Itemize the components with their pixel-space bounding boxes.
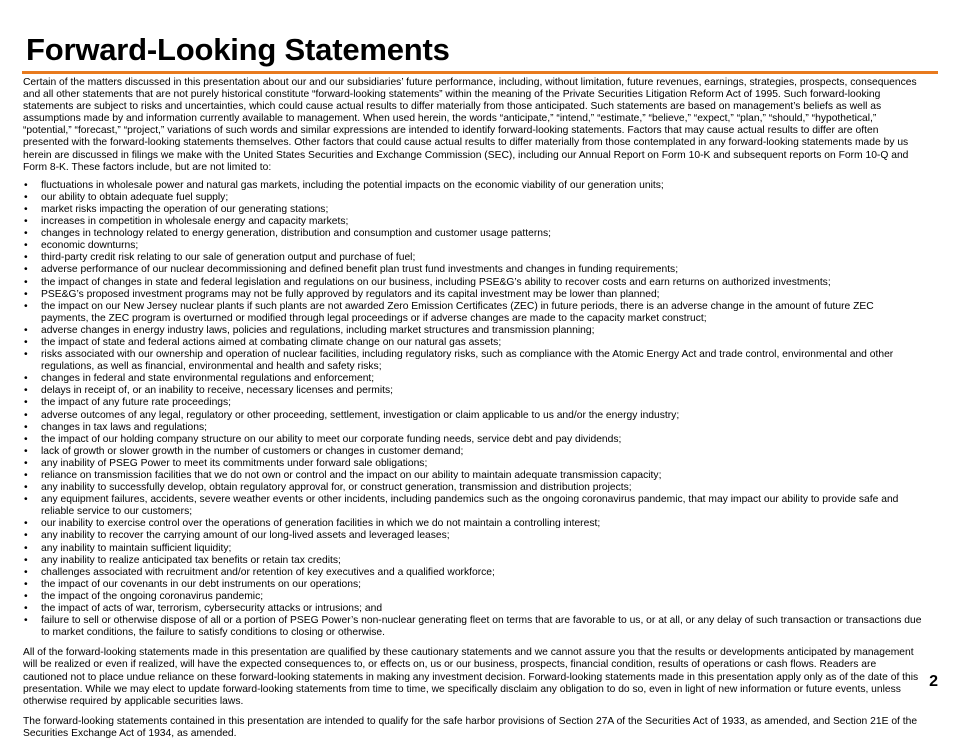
list-item: • the impact of acts of war, terrorism, cybersecurity attacks or intrusions; and (23, 603, 923, 615)
list-item: • the impact of any future rate proceedings; (23, 397, 923, 409)
closing-paragraph: All of the forward-looking statements made in this presentation are qualified by these cautionary statements and we cannot assure you that the results or developments anticipated by management will be realized or even if realized, will have the expected consequences to, or effects on, us or our business, prospects, financial condition, results of operations or cash flows. Readers are cautioned not to place undue reliance on these forward-looking statements in making any investment decision. Forward-looking statements made in this presentation apply only as of the date of this presentation. While we may elect to update forward-looking statements from time to time, we specifically disclaim any obligation to do so, even in light of new information or future events, unless otherwise required by applicable securities laws. (23, 647, 919, 707)
list-item: • the impact of the ongoing coronavirus pandemic; (23, 591, 923, 603)
list-item: • any equipment failures, accidents, severe weather events or other incidents, including pandemics such as the ongoing coronavirus pandemic, that may impact our ability to provide safe and reliable service to our customers; (23, 494, 923, 518)
list-item: • reliance on transmission facilities that we do not own or control and the impact on our ability to maintain adequate transmission capacity; (23, 470, 923, 482)
list-item: • delays in receipt of, or an inability to receive, necessary licenses and permits; (23, 385, 923, 397)
list-item: • changes in tax laws and regulations; (23, 422, 923, 434)
list-item: • economic downturns; (23, 240, 923, 252)
page-title: Forward-Looking Statements (26, 32, 450, 67)
list-item: • risks associated with our ownership and operation of nuclear facilities, including regulatory risks, such as compliance with the Atomic Energy Act and trade control, environmental and other regulations, as well as financial, environmental and health and safety risks; (23, 349, 923, 373)
list-item: • adverse outcomes of any legal, regulatory or other proceeding, settlement, investigation or claim applicable to us and/or the energy industry; (23, 410, 923, 422)
list-item: • the impact on our New Jersey nuclear plants if such plants are not awarded Zero Emission Certificates (ZEC) in future periods, there is an adverse change in the amount of future ZEC payments, the ZEC program is overturned or modified through legal proceedings or if adverse changes are made to the capacity market construct; (23, 301, 923, 325)
list-item: • our ability to obtain adequate fuel supply; (23, 192, 923, 204)
list-item: • the impact of changes in state and federal legislation and regulations on our business, including PSE&G’s ability to recover costs and earn returns on authorized investments; (23, 277, 923, 289)
list-item: • failure to sell or otherwise dispose of all or a portion of PSEG Power’s non-nuclear generating fleet on terms that are favorable to us, or at all, or any delay of such transaction or transactions due to market conditions, the failure to satisfy conditions to closing or otherwise. (23, 615, 923, 639)
list-item: • challenges associated with recruitment and/or retention of key executives and a qualified workforce; (23, 567, 923, 579)
list-item: • changes in technology related to energy generation, distribution and consumption and customer usage patterns; (23, 228, 923, 240)
list-item: • adverse performance of our nuclear decommissioning and defined benefit plan trust fund investments and changes in funding requirements; (23, 264, 923, 276)
page-number: 2 (929, 673, 938, 690)
list-item: • market risks impacting the operation of our generating stations; (23, 204, 923, 216)
title-underline (22, 71, 938, 74)
list-item: • any inability of PSEG Power to meet its commitments under forward sale obligations; (23, 458, 923, 470)
list-item: • the impact of our covenants in our debt instruments on our operations; (23, 579, 923, 591)
list-item: • any inability to realize anticipated tax benefits or retain tax credits; (23, 555, 923, 567)
list-item: • lack of growth or slower growth in the number of customers or changes in customer demand; (23, 446, 923, 458)
list-item: • our inability to exercise control over the operations of generation facilities in which we do not maintain a controlling interest; (23, 518, 923, 530)
list-item: • fluctuations in wholesale power and natural gas markets, including the potential impacts on the economic viability of our generation units; (23, 180, 923, 192)
intro-paragraph: Certain of the matters discussed in this presentation about our and our subsidiaries’ future performance, including, without limitation, future revenues, earnings, strategies, prospects, consequences and all other statements that are not purely historical constitute “forward-looking statements” within the meaning of the Private Securities Litigation Reform Act of 1995. Such forward-looking statements are subject to risks and uncertainties, which could cause actual results to differ materially from those anticipated. Such statements are based on management’s beliefs as well as assumptions made by and information currently available to management. When used herein, the words “anticipate,” “intend,” “estimate,” “believe,” “expect,” “plan,” “should,” “hypothetical,” “potential,” “forecast,” “project,” variations of such words and similar expressions are intended to identify forward-looking statements. Factors that may cause actual results to differ are often presented with the forward-looking statements themselves. Other factors that could cause actual results to differ materially from those contemplated in any forward-looking statements made by us herein are discussed in filings we make with the United States Securities and Exchange Commission (SEC), including our Annual Report on Form 10-K and subsequent reports on Form 10-Q and Form 8-K. These factors include, but are not limited to: (23, 77, 917, 173)
list-item: • changes in federal and state environmental regulations and enforcement; (23, 373, 923, 385)
safe-harbor-paragraph: The forward-looking statements contained in this presentation are intended to qualify for the safe harbor provisions of Section 27A of the Securities Act of 1933, as amended, and Section 21E of the Securities Exchange Act of 1934, as amended. (23, 715, 918, 739)
list-item: • adverse changes in energy industry laws, policies and regulations, including market structures and transmission planning; (23, 325, 923, 337)
list-item: • any inability to successfully develop, obtain regulatory approval for, or construct generation, transmission and distribution projects; (23, 482, 923, 494)
list-item: • any inability to maintain sufficient liquidity; (23, 543, 923, 555)
list-item: • third-party credit risk relating to our sale of generation output and purchase of fuel; (23, 252, 923, 264)
list-item: • increases in competition in wholesale energy and capacity markets; (23, 216, 923, 228)
list-item: • PSE&G’s proposed investment programs may not be fully approved by regulators and its capital investment may be lower than planned; (23, 289, 923, 301)
list-item: • the impact of state and federal actions aimed at combating climate change on our natural gas assets; (23, 337, 923, 349)
list-item: • the impact of our holding company structure on our ability to meet our corporate funding needs, service debt and pay dividends; (23, 434, 923, 446)
list-item: • any inability to recover the carrying amount of our long-lived assets and leveraged leases; (23, 530, 923, 542)
document-body (23, 77, 923, 740)
risk-factor-list (23, 180, 923, 640)
